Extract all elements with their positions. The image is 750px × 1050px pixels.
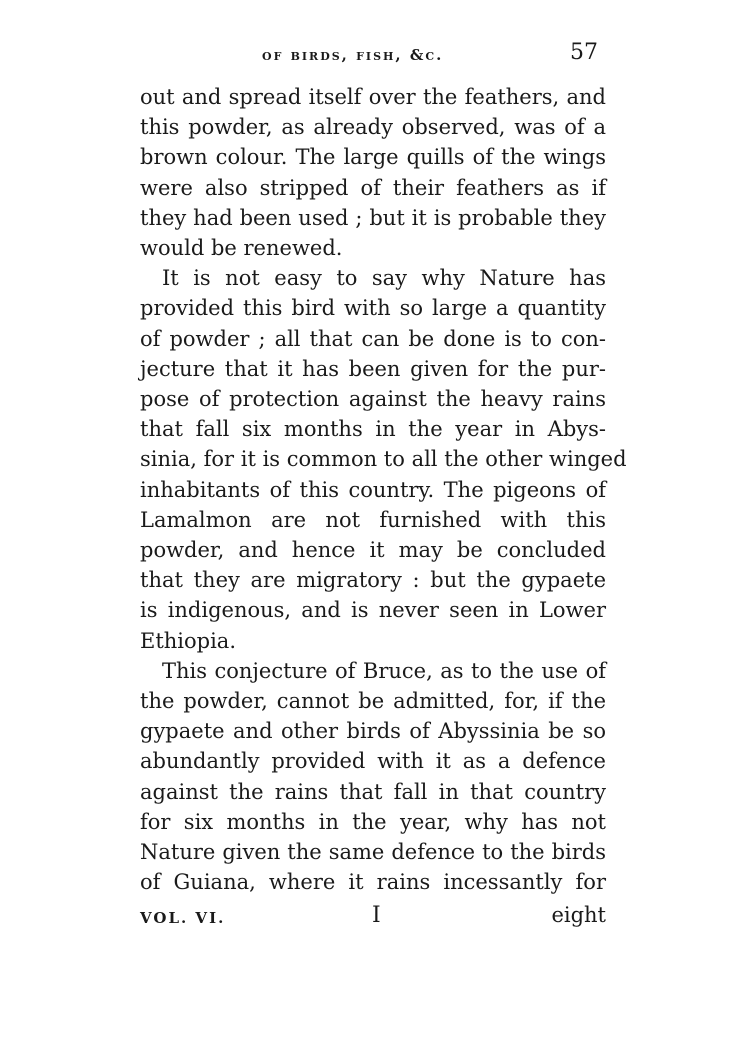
text-line: out and spread itself over the feathers, and xyxy=(140,85,606,109)
text-line: inhabitants of this country. The pigeons of xyxy=(140,477,606,502)
text-line: sinia, for it is common to all the other winged xyxy=(140,447,627,472)
paragraph-3 xyxy=(140,656,606,898)
text-line: they had been used ; but it is probable they xyxy=(140,205,606,230)
text-line: gypaete and other birds of Abyssinia be so xyxy=(140,719,606,744)
page-number: 57 xyxy=(570,40,598,65)
text-line: that fall six months in the year in Abys- xyxy=(140,417,606,442)
text-line: It is not easy to say why Nature has xyxy=(162,266,606,291)
text-line: powder, and hence it may be concluded xyxy=(140,538,606,563)
text-line: the powder, cannot be admitted, for, if the xyxy=(140,689,606,714)
paragraph-1 xyxy=(140,82,606,263)
text-line: were also stripped of their feathers as if xyxy=(140,175,606,200)
text-line: brown colour. The large quills of the wings xyxy=(140,145,606,170)
text-line: Nature given the same defence to the birds xyxy=(140,840,606,865)
text-line: provided this bird with so large a quantity xyxy=(140,296,606,321)
page-footer xyxy=(140,903,606,937)
text-line: of powder ; all that can be done is to con- xyxy=(140,326,606,351)
paragraph-2 xyxy=(140,263,627,656)
text-line: Ethiopia. xyxy=(140,628,237,653)
text-line: against the rains that fall in that country xyxy=(140,779,606,804)
volume-signature: VOL. VI. xyxy=(140,909,226,927)
text-line: would be renewed. xyxy=(140,236,343,261)
running-title: of birds, fish, &c. xyxy=(262,46,444,64)
text-line: Lamalmon are not furnished with this xyxy=(140,507,606,532)
body-text xyxy=(140,82,627,897)
running-head xyxy=(140,40,606,70)
text-line: this powder, as already observed, was of a xyxy=(140,115,606,140)
text-line: pose of protection against the heavy rains xyxy=(140,387,606,412)
text-line: is indigenous, and is never seen in Lower xyxy=(140,598,606,623)
text-line: jecture that it has been given for the pur- xyxy=(140,356,606,381)
text-line: for six months in the year, why has not xyxy=(140,809,606,834)
text-line: of Guiana, where it rains incessantly for xyxy=(140,870,606,895)
text-line: abundantly provided with it as a defence xyxy=(140,749,606,774)
text-line: that they are migratory : but the gypaete xyxy=(140,568,606,593)
text-line: This conjecture of Bruce, as to the use of xyxy=(162,658,606,683)
signature-mark: I xyxy=(372,903,381,928)
catchword: eight xyxy=(551,903,606,927)
